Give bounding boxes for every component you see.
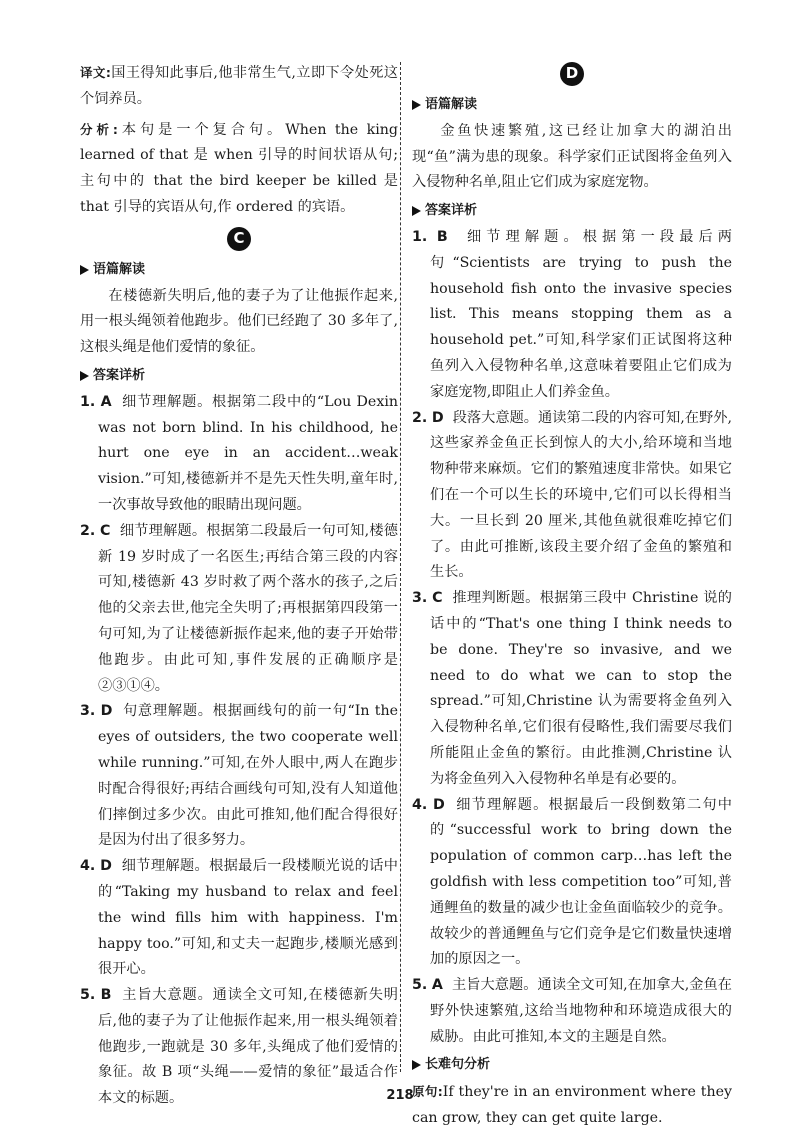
answer-item [412, 793, 732, 974]
section-heading-answers [80, 363, 398, 389]
answer-item [412, 406, 732, 587]
right-column [412, 60, 732, 1132]
answer-number: 5. [412, 977, 428, 994]
passage-letter: D [560, 62, 584, 86]
answer-text: 细节理解题。根据第二段中的“Lou Dexin was not born blind. In his childhood, he hurt one eye in an accident…weak vision.”可知,楼德新并不是先天性失明,童年时,一次事故导致他的眼睛出现问题。 [98, 393, 398, 513]
answer-text: 句意理解题。根据画线句的前一句“In the eyes of outsiders, the two cooperate well while running.”可知,在外人眼中,两人在跑步时配合得很好;再结合画线句可知,没有人知道他们摔倒过多少次。由此可推知,他们配合得很好是因为付出了很多努力。 [98, 703, 398, 849]
answer-text: 细节理解题。根据第二段最后一句可知,楼德新 19 岁时成了一名医生;再结合第三段的内容可知,楼德新 43 岁时救了两个落水的孩子,之后他的父亲去世,他完全失明了;再根据第四段第一句可知,为了让楼德新振作起来,他的妻子开始带他跑步。由此可知,事件发展的正确顺序是②③①④。 [98, 522, 398, 694]
page-number: 218 [386, 1088, 414, 1103]
section-heading-text: 语篇解读 [425, 97, 478, 112]
answer-text: 主旨大意题。通读全文可知,在加拿大,金鱼在野外快速繁殖,这给当地物种和环境造成很大的威胁。由此可推知,本文的主题是自然。 [430, 977, 732, 1045]
section-heading-answers [412, 198, 732, 224]
triangle-icon [412, 100, 421, 110]
answer-number: 3. [412, 590, 428, 607]
answer-item [412, 973, 732, 1050]
section-heading-text: 答案详析 [93, 367, 146, 383]
answer-number: 1. [412, 228, 428, 245]
answer-key: D [432, 796, 445, 813]
answers-list [80, 390, 398, 1112]
analysis-paragraph [80, 117, 398, 221]
answer-text: 主旨大意题。通读全文可知,在楼德新失明后,他的妻子为了让他振作起来,用一根头绳领着他跑步,一跑就是 30 多年,头绳成了他们爱情的象征。故 B 项“头绳——爱情的象征”最适合作本文的标题。 [98, 987, 398, 1107]
answer-key: C [100, 522, 111, 539]
answer-key: D [431, 409, 444, 426]
answer-text: 细节理解题。根据最后一段倒数第二句中的“successful work to bring down the population of common carp…has left the goldfish with less competition too”可知,普通鲤鱼的数量的减少也让金鱼面临较少的竞争。故较少的普通鲤鱼与它们竞争是它们数量快速增加的原因之一。 [430, 796, 732, 968]
answer-item [412, 225, 732, 406]
passage-badge-c [80, 227, 398, 251]
answer-key: A [100, 393, 112, 410]
answer-number: 2. [80, 522, 96, 539]
answer-number: 4. [80, 858, 96, 875]
answer-item [80, 699, 398, 854]
left-column [80, 60, 398, 1112]
analysis-text: 本句是一个复合句。When the king learned of that 是 when 引导的时间状语从句;主句中的 that the bird keeper be killed 是 that 引导的宾语从句,作 ordered 的宾语。 [80, 121, 398, 215]
answer-number: 2. [412, 409, 428, 426]
original-label: 原句: [412, 1084, 443, 1100]
answer-number: 1. [80, 393, 96, 410]
answer-text: 细节理解题。根据第一段最后两句“Scientists are trying to push the household fish onto the invasive species list. This means stopping them as a household pet.”可知,科学家们正试图将这种鱼列入入侵物种名单,这意味着要阻止它们成为家庭宠物,即阻止人们养金鱼。 [430, 228, 732, 400]
intro-paragraph: 金鱼快速繁殖,这已经让加拿大的湖泊出现“鱼”满为患的现象。科学家们正试图将金鱼列入入侵物种名单,阻止它们成为家庭宠物。 [412, 122, 732, 191]
answer-item [80, 390, 398, 519]
answers-list [412, 225, 732, 1051]
answer-number: 5. [80, 987, 96, 1004]
answer-item [80, 854, 398, 983]
triangle-icon [412, 1060, 421, 1070]
answer-text: 段落大意题。通读第二段的内容可知,在野外,这些家养金鱼正长到惊人的大小,给环境和当地物种带来麻烦。它们的繁殖速度非常快。如果它们在一个可以生长的环境中,它们可以长得相当大。一旦长到 20 厘米,其他鱼就很难吃掉它们了。由此可推断,该段主要介绍了金鱼的繁殖和生长。 [430, 409, 732, 581]
answer-key: B [100, 987, 112, 1004]
original-text: If they're in an environment where they can grow, they can get quite large. [412, 1084, 733, 1127]
column-divider [400, 62, 401, 1072]
section-heading-text: 语篇解读 [93, 261, 146, 277]
translation-text: 国王得知此事后,他非常生气,立即下令处死这个饲养员。 [80, 65, 398, 107]
answer-item [412, 586, 732, 792]
section-heading-intro [80, 257, 398, 283]
answer-key: C [432, 590, 443, 607]
answer-key: A [431, 977, 443, 994]
translation-label: 译文: [80, 65, 111, 80]
answer-number: 3. [80, 703, 96, 720]
answer-key: D [100, 858, 112, 875]
triangle-icon [80, 371, 89, 381]
passage-badge-d [412, 62, 732, 86]
answer-text: 细节理解题。根据最后一段楼顺光说的话中的“Taking my husband to relax and feel the wind fills him with happiness. I'm happy too.”可知,和丈夫一起跑步,楼顺光感到很开心。 [98, 858, 398, 978]
answer-number: 4. [412, 796, 428, 813]
translation-paragraph [80, 60, 398, 113]
analysis-label: 分析: [80, 121, 118, 137]
section-heading-text: 长难句分析 [425, 1057, 491, 1073]
section-heading-text: 答案详析 [425, 203, 478, 219]
section-heading-long-sentence [412, 1052, 732, 1078]
section-heading-intro [412, 92, 732, 118]
answer-key: D [100, 703, 113, 720]
answer-text: 推理判断题。根据第三段中 Christine 说的话中的“That's one thing I think needs to be done. They're so invasive, and we need to do what we can to stop the spread.”可知,Christine 认为需要将金鱼列入入侵物种名单,它们很有侵略性,我们需要尽我们所能阻止金鱼的繁衍。由此推测,Christine 认为将金鱼列入入侵物种名单是有必要的。 [430, 590, 732, 787]
triangle-icon [412, 206, 421, 216]
triangle-icon [80, 265, 89, 275]
answer-item [80, 519, 398, 700]
passage-letter: C [227, 227, 251, 251]
intro-paragraph: 在楼德新失明后,他的妻子为了让他振作起来,用一根头绳领着他跑步。他们已经跑了 30 多年了,这根头绳是他们爱情的象征。 [80, 287, 398, 356]
answer-key: B [436, 228, 448, 245]
